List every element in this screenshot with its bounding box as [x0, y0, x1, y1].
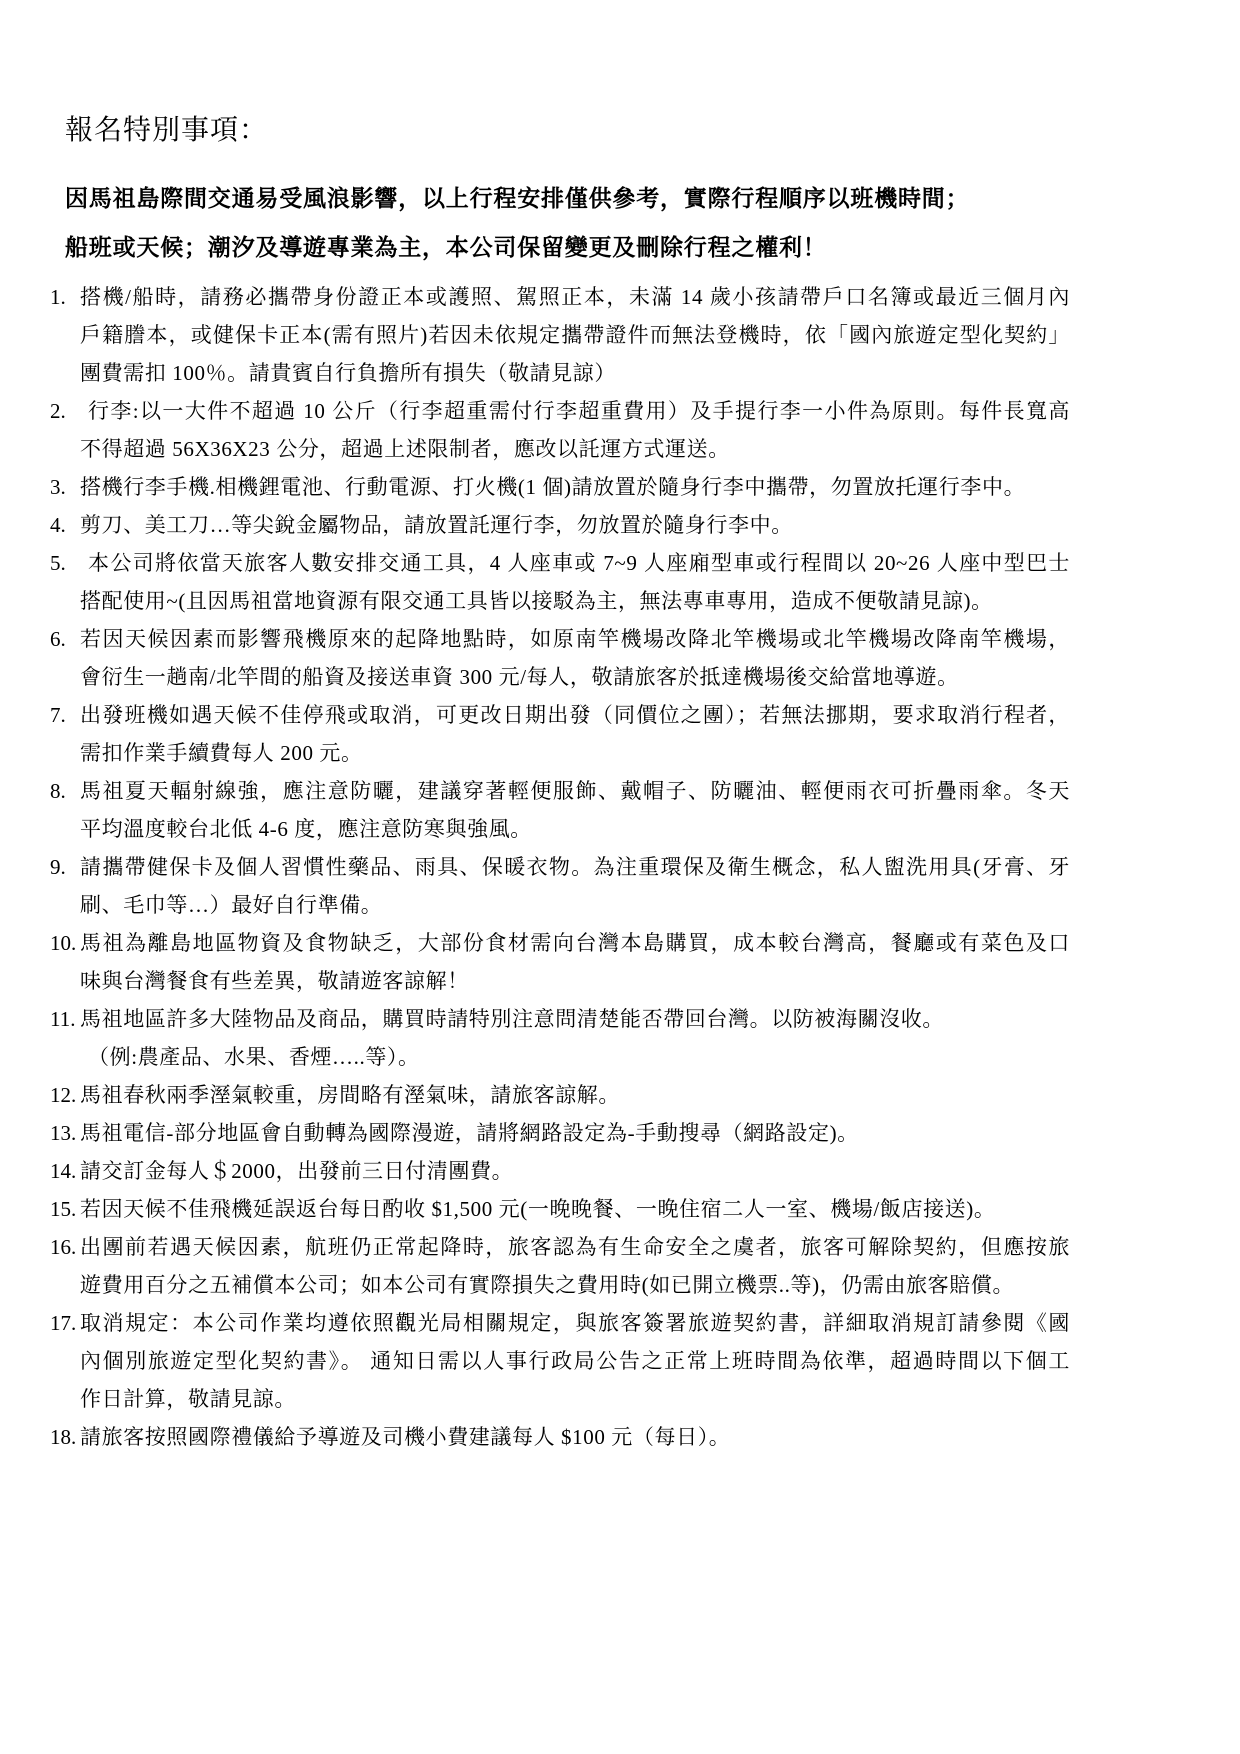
notice-line: 船班或天候；潮汐及導遊專業為主，本公司保留變更及刪除行程之權利！ [65, 234, 827, 260]
item-line: 馬祖地區許多大陸物品及商品，購買時請特別注意問清楚能否帶回台灣。以防被海關沒收。 [80, 1007, 944, 1031]
item-number: 4. [50, 513, 66, 537]
list-item [50, 1190, 1070, 1228]
item-line: 本公司將依當天旅客人數安排交通工具，4 人座車或 7~9 人座廂型車或行程間以 20~26 人座中型巴士 [88, 551, 1070, 575]
notice-line: 因馬祖島際間交通易受風浪影響，以上行程安排僅供參考，實際行程順序以班機時間； [65, 185, 970, 211]
item-line: 搭配使用~(且因馬祖當地資源有限交通工具皆以接駁為主，無法專車專用，造成不便敬請見諒)。 [80, 589, 993, 613]
item-text [80, 1000, 1070, 1076]
item-number: 11. [50, 1007, 76, 1031]
item-line: 馬祖春秋兩季溼氣較重，房間略有溼氣味，請旅客諒解。 [80, 1083, 620, 1107]
item-line: 若因天候不佳飛機延誤返台每日酌收 $1,500 元(一晚晚餐、一晚住宿二人一室、機場/飯店接送)。 [80, 1197, 996, 1221]
item-line: 馬祖為離島地區物資及食物缺乏，大部份食材需向台灣本島購買，成本較台灣高，餐廳或有菜色及口 [80, 931, 1070, 955]
item-number: 1. [50, 285, 66, 309]
item-line: 搭機/船時，請務必攜帶身份證正本或護照、駕照正本，未滿 14 歲小孩請帶戶口名簿或最近三個月內 [80, 285, 1070, 309]
item-line: 不得超過 56X36X23 公分，超過上述限制者，應改以託運方式運送。 [80, 437, 730, 461]
list-item [50, 1000, 1070, 1076]
item-number: 16. [50, 1235, 77, 1259]
page-title: 報名特別事項： [65, 114, 269, 145]
item-line: 內個別旅遊定型化契約書》。 通知日需以人事行政局公告之正常上班時間為依準，超過時間以下個工 [80, 1349, 1070, 1373]
item-line: 出發班機如遇天候不佳停飛或取消，可更改日期出發（同價位之團）；若無法挪期，要求取消行程者， [80, 703, 1070, 727]
list-item [50, 1114, 1070, 1152]
item-number: 3. [50, 475, 66, 499]
list-item [50, 1304, 1070, 1418]
item-text [80, 696, 1070, 772]
item-line: 遊費用百分之五補償本公司；如本公司有實際損失之費用時(如已開立機票..等)，仍需由旅客賠償。 [80, 1273, 1015, 1297]
list-item [50, 1228, 1070, 1304]
list-item [50, 848, 1070, 924]
item-number: 15. [50, 1197, 77, 1221]
list-item [50, 1418, 1070, 1456]
item-line: 刷、毛巾等…）最好自行準備。 [80, 893, 383, 917]
item-number: 17. [50, 1311, 77, 1335]
item-line: 平均溫度較台北低 4-6 度，應注意防寒與強風。 [80, 817, 532, 841]
item-number: 12. [50, 1083, 77, 1107]
item-text [80, 544, 1070, 620]
item-number: 8. [50, 779, 66, 803]
item-line: 戶籍謄本，或健保卡正本(需有照片)若因未依規定攜帶證件而無法登機時，依「國內旅遊定型化契約」 [80, 323, 1070, 347]
item-line: 出團前若遇天候因素，航班仍正常起降時，旅客認為有生命安全之虞者，旅客可解除契約，但應按旅 [80, 1235, 1070, 1259]
list-item [50, 696, 1070, 772]
item-number: 14. [50, 1159, 77, 1183]
item-line: 請攜帶健保卡及個人習慣性藥品、雨具、保暖衣物。為注重環保及衛生概念，私人盥洗用具(牙膏、牙 [80, 855, 1070, 879]
item-text [80, 772, 1070, 848]
item-line: 需扣作業手續費每人 200 元。 [80, 741, 363, 765]
item-text [80, 506, 1070, 544]
notice-block [65, 174, 969, 272]
item-line: 馬祖電信-部分地區會自動轉為國際漫遊，請將網路設定為-手動搜尋（網路設定)。 [80, 1121, 859, 1145]
item-text [80, 924, 1070, 1000]
item-line: 剪刀、美工刀…等尖銳金屬物品，請放置託運行李，勿放置於隨身行李中。 [80, 513, 793, 537]
item-text [80, 1418, 1070, 1456]
list-item [50, 620, 1070, 696]
item-line: 作日計算，敬請見諒。 [80, 1387, 296, 1411]
item-text [80, 1114, 1070, 1152]
item-text [80, 468, 1070, 506]
list-item [50, 1076, 1070, 1114]
list-item [50, 392, 1070, 468]
terms-list [50, 278, 1070, 1456]
item-line: 會衍生一趟南/北竿間的船資及接送車資 300 元/每人，敬請旅客於抵達機場後交給當地導遊。 [80, 665, 959, 689]
item-line: 馬祖夏天輻射線強，應注意防曬，建議穿著輕便服飾、戴帽子、防曬油、輕便雨衣可折疊雨傘。冬天 [80, 779, 1070, 803]
item-number: 5. [50, 551, 66, 575]
item-number: 9. [50, 855, 66, 879]
item-line: 取消規定：本公司作業均遵依照觀光局相關規定，與旅客簽署旅遊契約書，詳細取消規訂請參閱《國 [80, 1311, 1070, 1335]
item-line: 請旅客按照國際禮儀給予導遊及司機小費建議每人 $100 元（每日）。 [80, 1425, 731, 1449]
item-number: 18. [50, 1425, 77, 1449]
item-line: 搭機行李手機.相機鋰電池、行動電源、打火機(1 個)請放置於隨身行李中攜帶，勿置放托運行李中。 [80, 475, 1026, 499]
list-item [50, 544, 1070, 620]
item-text [80, 1076, 1070, 1114]
item-number: 7. [50, 703, 66, 727]
list-item [50, 506, 1070, 544]
item-text [80, 1152, 1070, 1190]
item-number: 13. [50, 1121, 77, 1145]
list-item [50, 924, 1070, 1000]
item-number: 6. [50, 627, 66, 651]
item-line: 味與台灣餐食有些差異，敬請遊客諒解！ [80, 969, 469, 993]
list-item [50, 468, 1070, 506]
list-item [50, 278, 1070, 392]
item-line: 若因天候因素而影響飛機原來的起降地點時，如原南竿機場改降北竿機場或北竿機場改降南竿機場， [80, 627, 1070, 651]
item-number: 10. [50, 931, 77, 955]
item-line: 行李:以一大件不超過 10 公斤（行李超重需付行李超重費用）及手提行李一小件為原則。每件長寬高 [88, 399, 1070, 423]
item-text [80, 392, 1070, 468]
item-line: 團費需扣 100％。請貴賓自行負擔所有損失（敬請見諒） [80, 361, 616, 385]
item-line: （例:農產品、水果、香煙…..等）。 [88, 1045, 420, 1069]
item-text [80, 1228, 1070, 1304]
item-text [80, 278, 1070, 392]
item-text [80, 1190, 1070, 1228]
item-text [80, 848, 1070, 924]
item-text [80, 620, 1070, 696]
item-text [80, 1304, 1070, 1418]
item-number: 2. [50, 399, 66, 423]
list-item [50, 1152, 1070, 1190]
list-item [50, 772, 1070, 848]
item-line: 請交訂金每人＄2000，出發前三日付清團費。 [80, 1159, 514, 1183]
